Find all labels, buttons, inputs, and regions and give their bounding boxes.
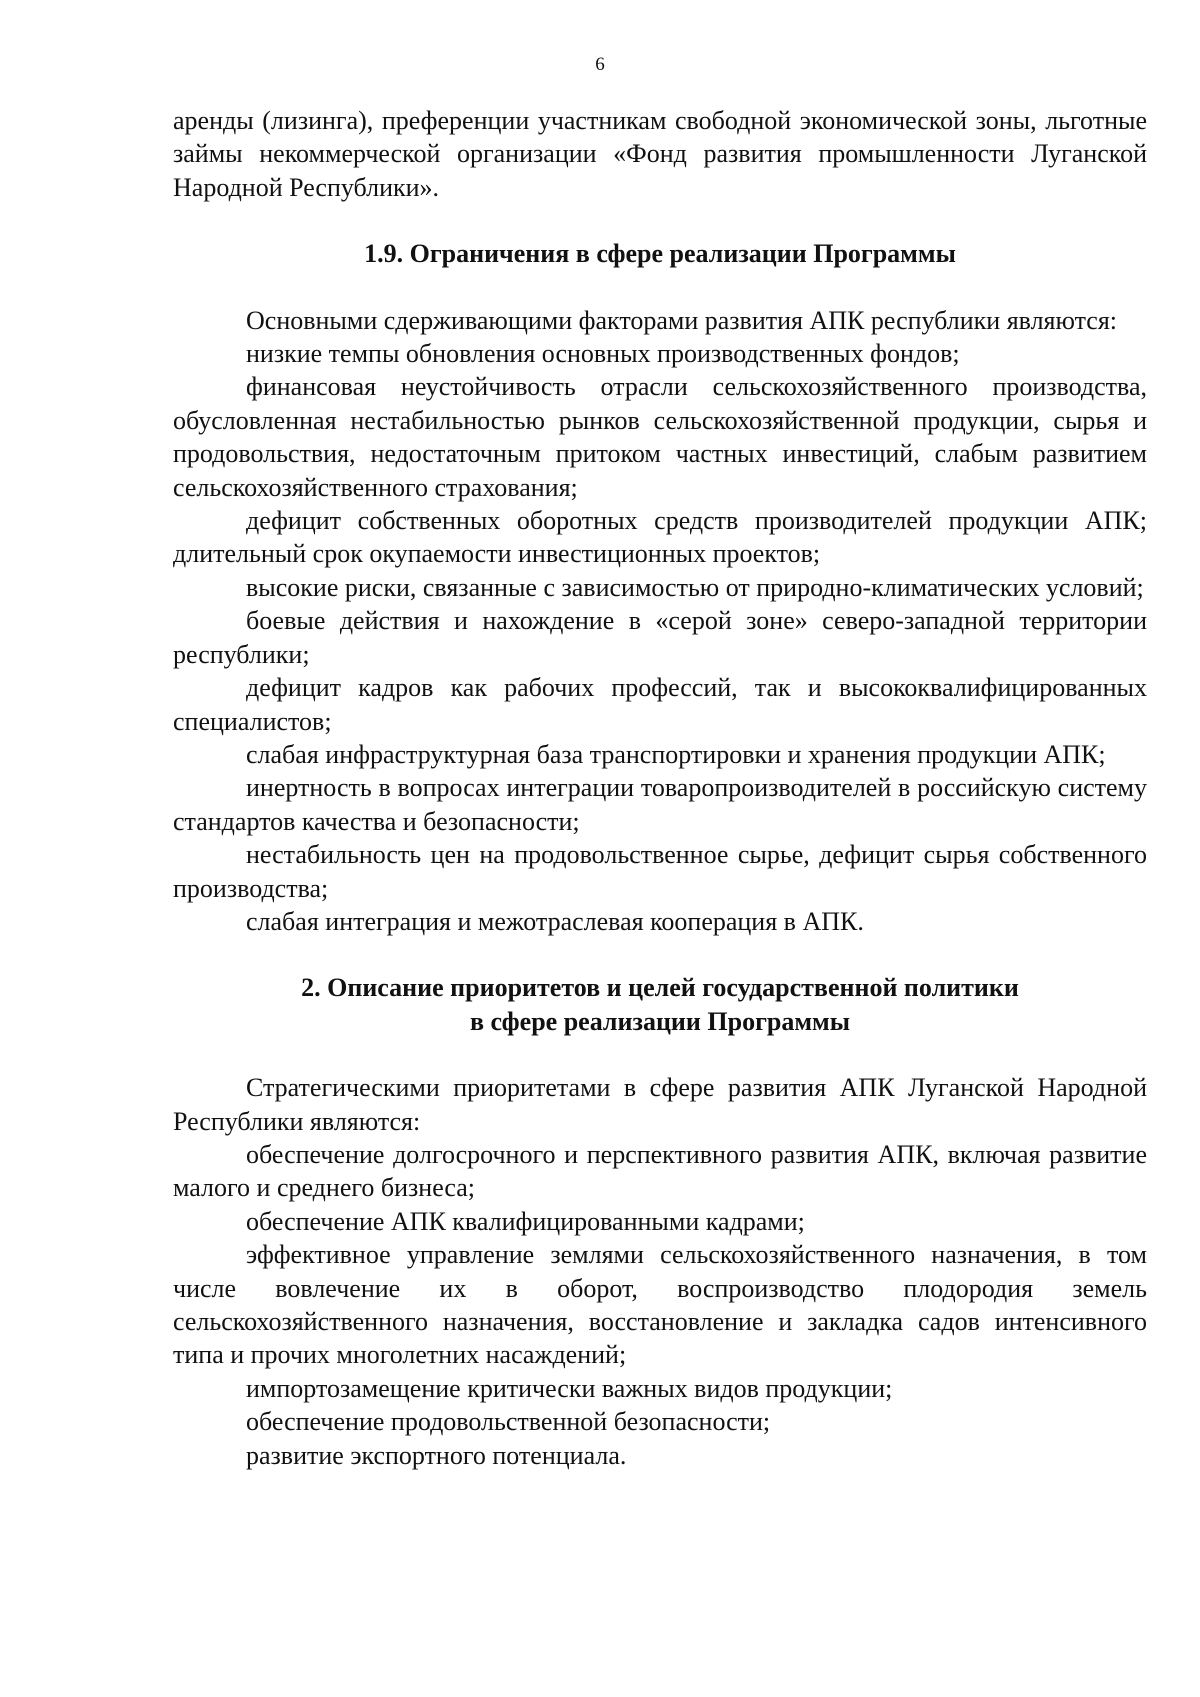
list-item: дефицит собственных оборотных средств производителей продукции АПК; длительный срок окупаемости инвестиционных проектов;	[173, 506, 1147, 569]
list-item: высокие риски, связанные с зависимостью от природно-климатических условий;	[246, 572, 1144, 602]
list-item: эффективное управление землями сельскохозяйственного назначения, в том числе вовлечение их в оборот, воспроизводство плодородия земель сельскохозяйственного назначения, восстановление и закладка садов интенсивного типа и прочих многолетних насаждений;	[173, 1240, 1147, 1370]
section-1-9-lead: Основными сдерживающими факторами развития АПК республики являются:	[246, 305, 1117, 335]
section-heading-2	[173, 971, 1147, 1038]
page-number: 6	[595, 54, 605, 75]
list-item: финансовая неустойчивость отрасли сельскохозяйственного производства, обусловленная нестабильностью рынков сельскохозяйственной продукции, сырья и продовольствия, недостаточным притоком частных инвестиций, слабым развитием сельскохозяйственного страхования;	[173, 372, 1147, 502]
list-item: боевые действия и нахождение в «серой зоне» северо-западной территории республики;	[173, 606, 1147, 669]
list-item: обеспечение АПК квалифицированными кадрами;	[246, 1206, 805, 1236]
list-item: инертность в вопросах интеграции товаропроизводителей в российскую систему стандартов качества и безопасности;	[173, 773, 1147, 836]
list-item: нестабильность цен на продовольственное сырье, дефицит сырья собственного производства;	[173, 840, 1147, 903]
list-item: обеспечение продовольственной безопасности;	[246, 1407, 771, 1437]
intro-paragraph: аренды (лизинга), преференции участникам свободной экономической зоны, льготные займы некоммерческой организации «Фонд развития промышленности Луганской Народной Республики».	[173, 106, 1147, 202]
section-heading-1-9: 1.9. Ограничения в сфере реализации Программы	[364, 239, 956, 269]
list-item: импортозамещение критически важных видов продукции;	[246, 1373, 893, 1403]
section-2-lead: Стратегическими приоритетами в сфере развития АПК Луганской Народной Республики являются:	[173, 1073, 1147, 1136]
list-item: слабая интеграция и межотраслевая кооперация в АПК.	[246, 906, 864, 936]
section-heading-2-line2: в сфере реализации Программы	[469, 1006, 851, 1036]
section-heading-2-line1: 2. Описание приоритетов и целей государственной политики	[301, 973, 1019, 1003]
document-body	[173, 104, 1147, 1472]
list-item: обеспечение долгосрочного и перспективного развития АПК, включая развитие малого и среднего бизнеса;	[173, 1139, 1147, 1203]
list-item: развитие экспортного потенциала.	[246, 1440, 627, 1470]
list-item: дефицит кадров как рабочих профессий, так и высококвалифицированных специалистов;	[173, 673, 1147, 736]
list-item: низкие темпы обновления основных производственных фондов;	[246, 339, 960, 369]
list-item: слабая инфраструктурная база транспортировки и хранения продукции АПК;	[246, 739, 1106, 769]
